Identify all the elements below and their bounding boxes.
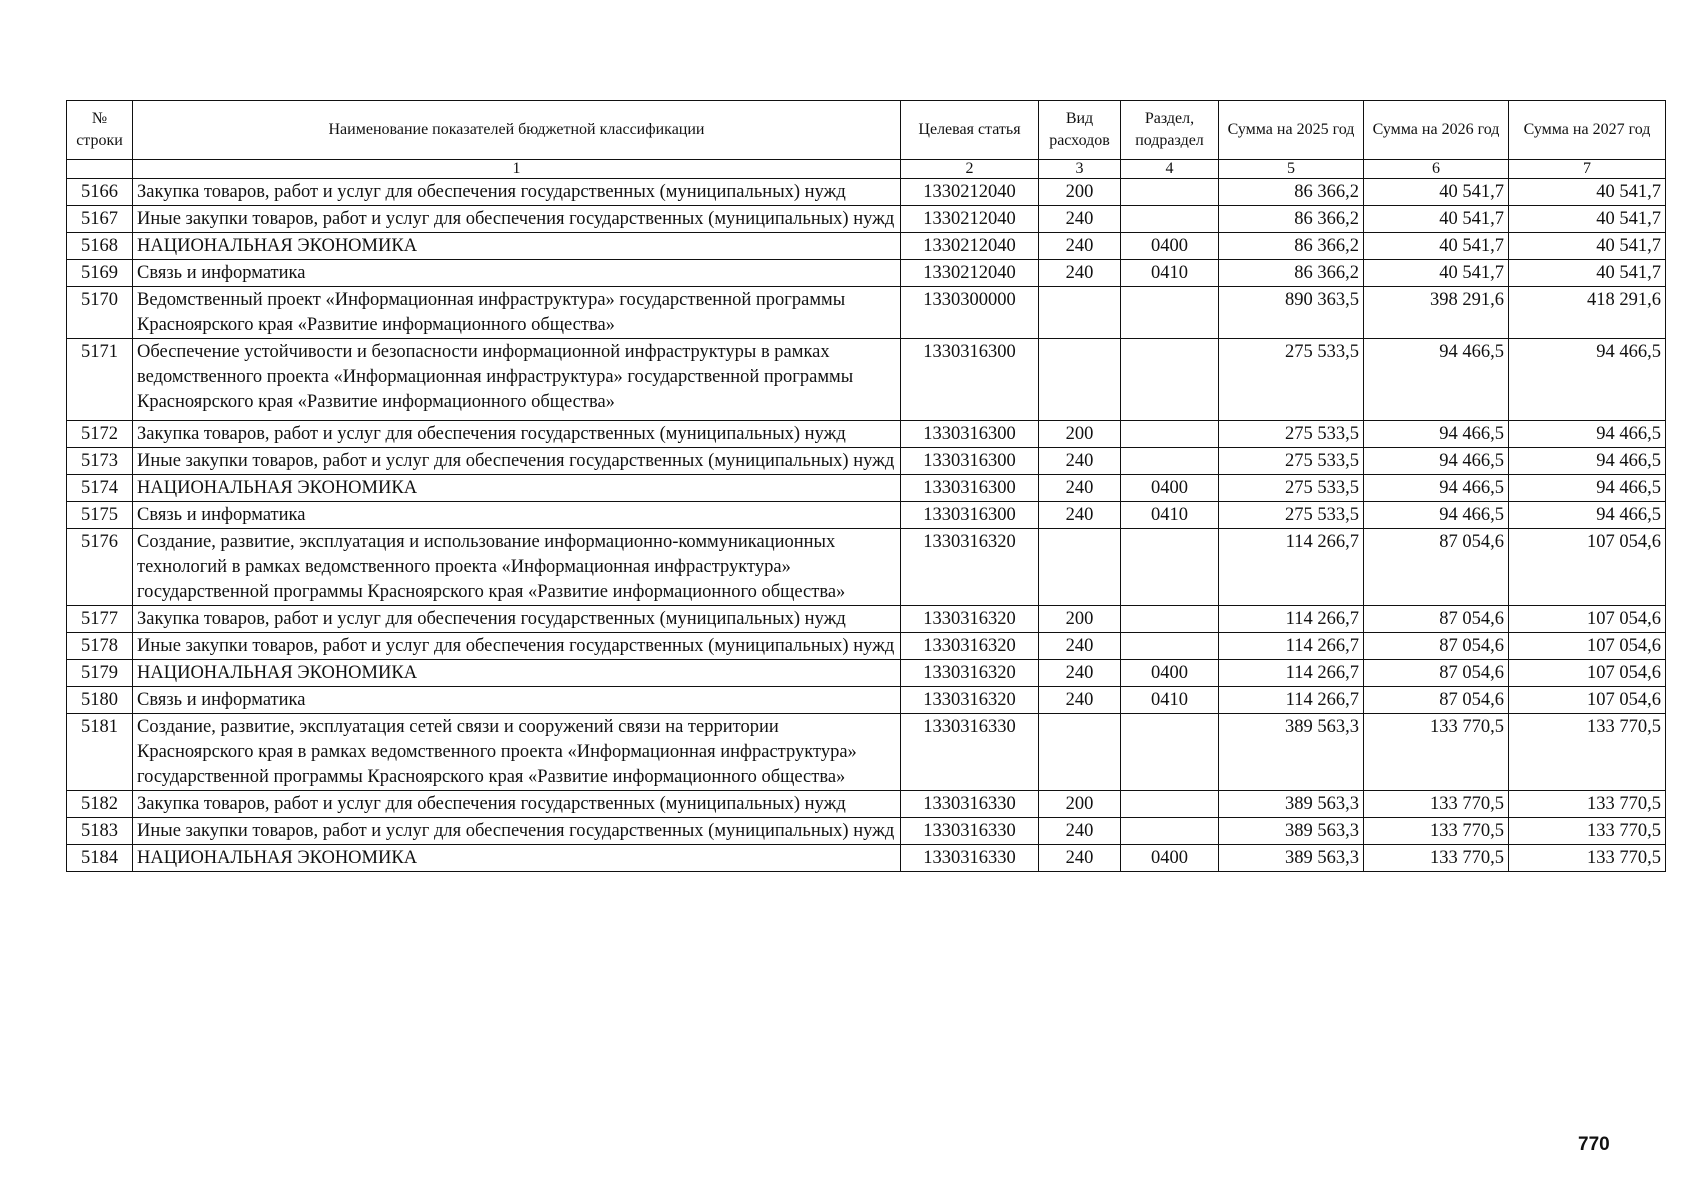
row-sum-2025: 114 266,7 <box>1219 606 1364 633</box>
row-sum-2025: 389 563,3 <box>1219 791 1364 818</box>
row-expense-type: 240 <box>1039 233 1121 260</box>
table-row <box>67 660 1666 687</box>
table-row <box>67 475 1666 502</box>
row-sum-2027: 107 054,6 <box>1509 687 1666 714</box>
table-row <box>67 687 1666 714</box>
row-number: 5180 <box>67 687 133 714</box>
row-expense-type: 240 <box>1039 845 1121 872</box>
table-row <box>67 502 1666 529</box>
row-name: Закупка товаров, работ и услуг для обеспечения государственных (муниципальных) нужд <box>133 179 901 206</box>
row-expense-type: 240 <box>1039 687 1121 714</box>
table-row <box>67 448 1666 475</box>
row-sum-2025: 86 366,2 <box>1219 206 1364 233</box>
row-sum-2025: 275 533,5 <box>1219 475 1364 502</box>
row-section <box>1121 714 1219 791</box>
row-section <box>1121 791 1219 818</box>
row-expense-type: 240 <box>1039 475 1121 502</box>
row-sum-2025: 275 533,5 <box>1219 502 1364 529</box>
row-sum-2025: 275 533,5 <box>1219 421 1364 448</box>
table-row <box>67 529 1666 606</box>
row-sum-2027: 418 291,6 <box>1509 287 1666 339</box>
row-target-article: 1330316320 <box>901 606 1039 633</box>
row-sum-2026: 94 466,5 <box>1364 448 1509 475</box>
budget-table-container <box>66 100 1665 872</box>
row-sum-2026: 94 466,5 <box>1364 502 1509 529</box>
row-sum-2025: 86 366,2 <box>1219 233 1364 260</box>
header-sum-2027: Сумма на 2027 год <box>1509 101 1666 160</box>
row-expense-type: 200 <box>1039 421 1121 448</box>
header-name: Наименование показателей бюджетной классификации <box>133 101 901 160</box>
row-sum-2027: 40 541,7 <box>1509 233 1666 260</box>
row-sum-2027: 133 770,5 <box>1509 714 1666 791</box>
row-section <box>1121 818 1219 845</box>
row-expense-type <box>1039 287 1121 339</box>
row-expense-type: 200 <box>1039 179 1121 206</box>
row-number: 5172 <box>67 421 133 448</box>
row-sum-2025: 389 563,3 <box>1219 818 1364 845</box>
row-expense-type: 240 <box>1039 633 1121 660</box>
row-sum-2026: 40 541,7 <box>1364 206 1509 233</box>
row-name: Ведомственный проект «Информационная инфраструктура» государственной программы Красноярского края «Развитие информационного общества» <box>133 287 901 339</box>
row-sum-2026: 133 770,5 <box>1364 845 1509 872</box>
table-row <box>67 179 1666 206</box>
column-number-row <box>67 160 1666 179</box>
header-row-number: № строки <box>67 101 133 160</box>
row-sum-2026: 40 541,7 <box>1364 179 1509 206</box>
row-sum-2026: 94 466,5 <box>1364 475 1509 502</box>
table-row <box>67 287 1666 339</box>
row-sum-2026: 133 770,5 <box>1364 818 1509 845</box>
row-expense-type: 200 <box>1039 606 1121 633</box>
row-name: Закупка товаров, работ и услуг для обеспечения государственных (муниципальных) нужд <box>133 606 901 633</box>
row-name: Иные закупки товаров, работ и услуг для обеспечения государственных (муниципальных) нужд <box>133 448 901 475</box>
row-sum-2026: 87 054,6 <box>1364 606 1509 633</box>
row-section: 0400 <box>1121 845 1219 872</box>
row-expense-type <box>1039 714 1121 791</box>
row-sum-2025: 389 563,3 <box>1219 845 1364 872</box>
row-sum-2026: 94 466,5 <box>1364 421 1509 448</box>
row-section <box>1121 287 1219 339</box>
row-section <box>1121 606 1219 633</box>
row-section: 0400 <box>1121 660 1219 687</box>
table-row <box>67 260 1666 287</box>
header-target-article: Целевая статья <box>901 101 1039 160</box>
row-sum-2026: 133 770,5 <box>1364 791 1509 818</box>
row-sum-2026: 87 054,6 <box>1364 660 1509 687</box>
row-number: 5173 <box>67 448 133 475</box>
row-sum-2026: 87 054,6 <box>1364 687 1509 714</box>
row-name: НАЦИОНАЛЬНАЯ ЭКОНОМИКА <box>133 845 901 872</box>
row-expense-type: 240 <box>1039 502 1121 529</box>
row-sum-2026: 94 466,5 <box>1364 339 1509 421</box>
row-number: 5170 <box>67 287 133 339</box>
row-sum-2026: 87 054,6 <box>1364 633 1509 660</box>
row-name: Закупка товаров, работ и услуг для обеспечения государственных (муниципальных) нужд <box>133 791 901 818</box>
table-row <box>67 606 1666 633</box>
page-number: 770 <box>1578 1134 1610 1155</box>
table-row <box>67 421 1666 448</box>
row-name: НАЦИОНАЛЬНАЯ ЭКОНОМИКА <box>133 660 901 687</box>
row-expense-type: 240 <box>1039 206 1121 233</box>
row-sum-2027: 40 541,7 <box>1509 206 1666 233</box>
row-sum-2025: 86 366,2 <box>1219 179 1364 206</box>
row-expense-type: 240 <box>1039 660 1121 687</box>
row-sum-2025: 114 266,7 <box>1219 529 1364 606</box>
row-name: Иные закупки товаров, работ и услуг для обеспечения государственных (муниципальных) нужд <box>133 206 901 233</box>
row-sum-2027: 94 466,5 <box>1509 421 1666 448</box>
row-name: Создание, развитие, эксплуатация и использование информационно-коммуникационных технологий в рамках ведомственного проекта «Информационная инфраструктура» государственной программы Красноярского края «Развитие информационного общества» <box>133 529 901 606</box>
row-sum-2027: 107 054,6 <box>1509 660 1666 687</box>
row-sum-2025: 275 533,5 <box>1219 339 1364 421</box>
row-number: 5166 <box>67 179 133 206</box>
row-sum-2027: 107 054,6 <box>1509 606 1666 633</box>
row-target-article: 1330316320 <box>901 660 1039 687</box>
row-sum-2025: 114 266,7 <box>1219 660 1364 687</box>
row-sum-2027: 94 466,5 <box>1509 475 1666 502</box>
row-target-article: 1330316300 <box>901 502 1039 529</box>
table-row <box>67 791 1666 818</box>
row-expense-type: 240 <box>1039 260 1121 287</box>
column-number: 3 <box>1039 160 1121 179</box>
row-sum-2025: 890 363,5 <box>1219 287 1364 339</box>
row-number: 5182 <box>67 791 133 818</box>
row-sum-2027: 133 770,5 <box>1509 791 1666 818</box>
table-row <box>67 339 1666 421</box>
budget-table <box>66 100 1666 872</box>
table-row <box>67 818 1666 845</box>
row-number: 5179 <box>67 660 133 687</box>
row-section: 0410 <box>1121 260 1219 287</box>
row-target-article: 1330300000 <box>901 287 1039 339</box>
column-number: 6 <box>1364 160 1509 179</box>
row-section: 0410 <box>1121 687 1219 714</box>
row-name: НАЦИОНАЛЬНАЯ ЭКОНОМИКА <box>133 475 901 502</box>
header-section: Раздел, подраздел <box>1121 101 1219 160</box>
row-target-article: 1330212040 <box>901 260 1039 287</box>
table-row <box>67 845 1666 872</box>
row-section <box>1121 633 1219 660</box>
row-section: 0400 <box>1121 475 1219 502</box>
row-sum-2027: 40 541,7 <box>1509 179 1666 206</box>
row-target-article: 1330316320 <box>901 529 1039 606</box>
header-expense-type: Вид расходов <box>1039 101 1121 160</box>
row-target-article: 1330316300 <box>901 448 1039 475</box>
row-sum-2027: 94 466,5 <box>1509 448 1666 475</box>
row-section <box>1121 421 1219 448</box>
row-sum-2025: 114 266,7 <box>1219 687 1364 714</box>
table-row <box>67 714 1666 791</box>
row-sum-2027: 107 054,6 <box>1509 633 1666 660</box>
row-section <box>1121 179 1219 206</box>
row-sum-2027: 107 054,6 <box>1509 529 1666 606</box>
row-section <box>1121 529 1219 606</box>
row-number: 5168 <box>67 233 133 260</box>
table-row <box>67 633 1666 660</box>
row-sum-2027: 94 466,5 <box>1509 502 1666 529</box>
row-target-article: 1330316320 <box>901 633 1039 660</box>
row-name: Обеспечение устойчивости и безопасности информационной инфраструктуры в рамках ведомственного проекта «Информационная инфраструктура» государственной программы Красноярского края «Развитие информационного общества» <box>133 339 901 421</box>
row-number: 5175 <box>67 502 133 529</box>
column-number-blank <box>67 160 133 179</box>
row-number: 5184 <box>67 845 133 872</box>
row-name: Связь и информатика <box>133 687 901 714</box>
row-name: Иные закупки товаров, работ и услуг для обеспечения государственных (муниципальных) нужд <box>133 633 901 660</box>
row-sum-2025: 86 366,2 <box>1219 260 1364 287</box>
column-number: 1 <box>133 160 901 179</box>
row-target-article: 1330316330 <box>901 845 1039 872</box>
row-sum-2025: 114 266,7 <box>1219 633 1364 660</box>
row-expense-type <box>1039 529 1121 606</box>
row-target-article: 1330316330 <box>901 791 1039 818</box>
row-expense-type: 200 <box>1039 791 1121 818</box>
table-row <box>67 233 1666 260</box>
row-target-article: 1330212040 <box>901 179 1039 206</box>
row-sum-2026: 398 291,6 <box>1364 287 1509 339</box>
row-number: 5177 <box>67 606 133 633</box>
row-number: 5176 <box>67 529 133 606</box>
row-expense-type <box>1039 339 1121 421</box>
row-target-article: 1330316330 <box>901 818 1039 845</box>
row-number: 5169 <box>67 260 133 287</box>
table-body <box>67 179 1666 872</box>
row-number: 5181 <box>67 714 133 791</box>
row-section: 0410 <box>1121 502 1219 529</box>
row-number: 5171 <box>67 339 133 421</box>
row-name: Иные закупки товаров, работ и услуг для обеспечения государственных (муниципальных) нужд <box>133 818 901 845</box>
column-number: 5 <box>1219 160 1364 179</box>
row-section <box>1121 339 1219 421</box>
column-number: 7 <box>1509 160 1666 179</box>
row-sum-2025: 389 563,3 <box>1219 714 1364 791</box>
row-name: Связь и информатика <box>133 260 901 287</box>
row-name: Закупка товаров, работ и услуг для обеспечения государственных (муниципальных) нужд <box>133 421 901 448</box>
row-section <box>1121 206 1219 233</box>
row-number: 5183 <box>67 818 133 845</box>
row-sum-2027: 94 466,5 <box>1509 339 1666 421</box>
row-sum-2026: 40 541,7 <box>1364 260 1509 287</box>
column-number: 2 <box>901 160 1039 179</box>
row-number: 5167 <box>67 206 133 233</box>
row-target-article: 1330212040 <box>901 233 1039 260</box>
row-name: Создание, развитие, эксплуатация сетей связи и сооружений связи на территории Красноярского края в рамках ведомственного проекта «Информационная инфраструктура» государственной программы Красноярского края «Развитие информационного общества» <box>133 714 901 791</box>
column-number: 4 <box>1121 160 1219 179</box>
row-sum-2025: 275 533,5 <box>1219 448 1364 475</box>
row-target-article: 1330316300 <box>901 475 1039 502</box>
row-target-article: 1330316330 <box>901 714 1039 791</box>
row-number: 5178 <box>67 633 133 660</box>
row-section: 0400 <box>1121 233 1219 260</box>
table-row <box>67 206 1666 233</box>
row-name: Связь и информатика <box>133 502 901 529</box>
row-section <box>1121 448 1219 475</box>
header-sum-2025: Сумма на 2025 год <box>1219 101 1364 160</box>
row-target-article: 1330316300 <box>901 421 1039 448</box>
header-sum-2026: Сумма на 2026 год <box>1364 101 1509 160</box>
row-sum-2027: 133 770,5 <box>1509 818 1666 845</box>
table-header-row <box>67 101 1666 160</box>
row-sum-2026: 87 054,6 <box>1364 529 1509 606</box>
row-number: 5174 <box>67 475 133 502</box>
row-sum-2026: 40 541,7 <box>1364 233 1509 260</box>
row-name: НАЦИОНАЛЬНАЯ ЭКОНОМИКА <box>133 233 901 260</box>
row-sum-2027: 40 541,7 <box>1509 260 1666 287</box>
row-target-article: 1330316300 <box>901 339 1039 421</box>
row-sum-2027: 133 770,5 <box>1509 845 1666 872</box>
row-target-article: 1330316320 <box>901 687 1039 714</box>
row-expense-type: 240 <box>1039 818 1121 845</box>
row-expense-type: 240 <box>1039 448 1121 475</box>
row-target-article: 1330212040 <box>901 206 1039 233</box>
row-sum-2026: 133 770,5 <box>1364 714 1509 791</box>
